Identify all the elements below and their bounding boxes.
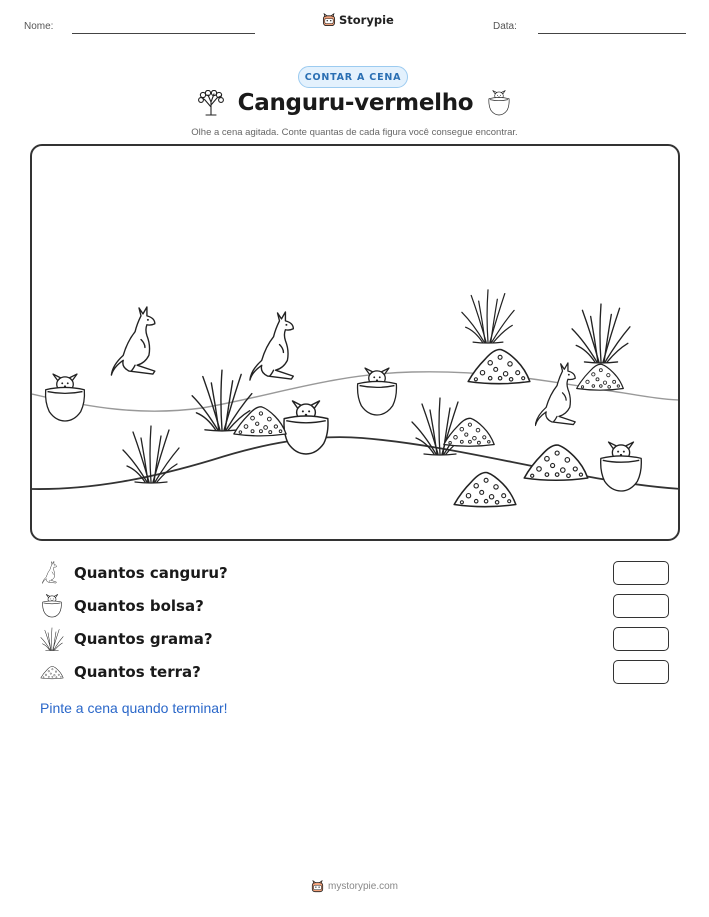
coloring-note: Pinte a cena quando terminar! [40,700,228,716]
dirt-figure [234,407,286,436]
near-ground-line [32,437,680,489]
grass-figure [572,304,630,363]
pouch-icon [487,90,511,116]
dirt-figure [454,472,516,506]
date-line[interactable] [538,33,686,34]
pouch-figure [601,442,642,491]
dirt-figure [468,349,530,383]
pouch-icon [40,594,64,618]
footer-url[interactable]: mystorypie.com [327,881,398,892]
question-row-kangaroo [40,561,670,587]
scene-illustration [32,146,680,541]
storypie-mascot-icon [311,880,324,893]
question-text: Quantos terra? [74,663,201,681]
name-label: Nome: [24,21,54,32]
dirt-figure [577,364,624,390]
dirt-figure [524,445,587,480]
question-text: Quantos grama? [74,630,213,648]
dirt-icon [40,664,64,680]
footer [0,880,709,893]
date-label: Data: [493,21,517,32]
question-row-dirt [40,660,670,686]
grass-icon [40,627,64,651]
activity-badge: CONTAR A CENA [298,66,408,88]
kangaroo-figure [111,307,154,375]
title-row [0,90,709,116]
brand-logo [322,13,394,27]
pouch-figure [46,374,85,421]
page-title: Canguru-vermelho [237,90,474,116]
kangaroo-figure [535,363,575,426]
grass-figure [123,426,179,483]
tree-icon [198,90,224,116]
answer-box-pouch[interactable] [613,594,669,618]
far-ground-line [32,372,680,411]
question-row-grass [40,627,670,653]
grass-figure [462,290,514,343]
name-line[interactable] [72,33,255,34]
answer-box-dirt[interactable] [613,660,669,684]
pouch-figure [284,401,328,454]
question-text: Quantos canguru? [74,564,228,582]
question-row-pouch [40,594,670,620]
kangaroo-icon [40,561,64,585]
answer-box-kangaroo[interactable] [613,561,669,585]
brand-name: Storypie [339,13,394,27]
instructions: Olhe a cena agitada. Conte quantas de cada figura você consegue encontrar. [191,127,518,138]
question-text: Quantos bolsa? [74,597,204,615]
counting-scene[interactable] [30,144,680,541]
answer-box-grass[interactable] [613,627,669,651]
kangaroo-figure [250,312,293,380]
storypie-mascot-icon [322,13,336,27]
